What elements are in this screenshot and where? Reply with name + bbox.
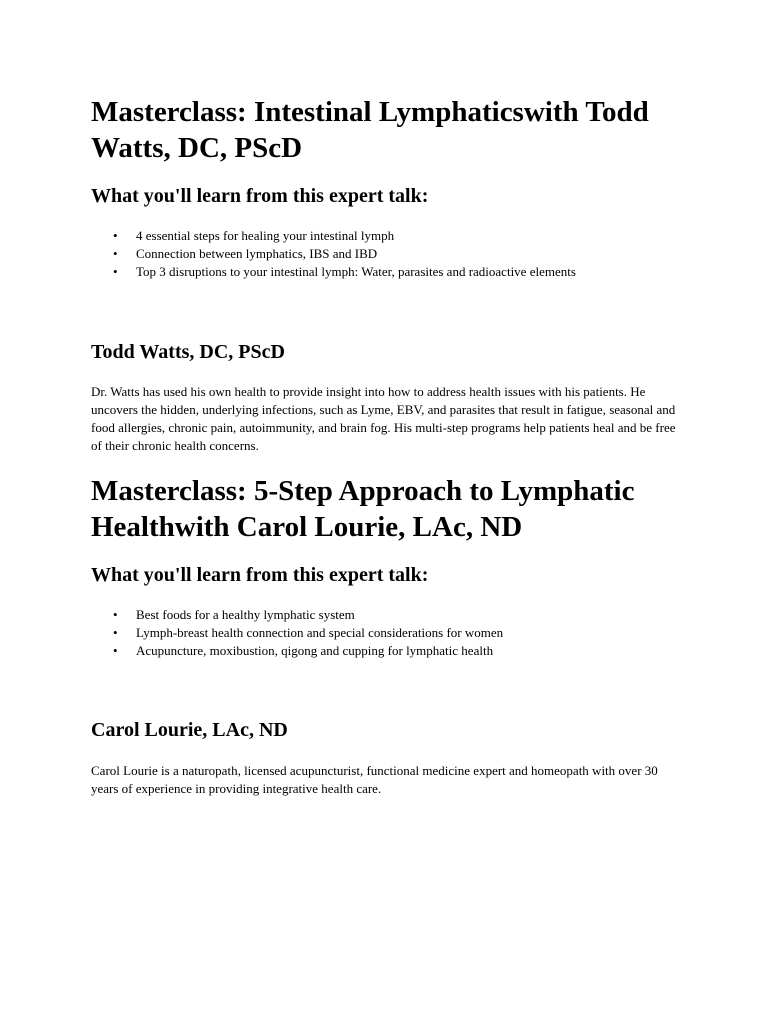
masterclass-2-bullet-list <box>91 606 691 660</box>
list-item: • Lymph-breast health connection and special considerations for women <box>91 624 691 642</box>
masterclass-2-learn-heading: What you'll learn from this expert talk: <box>91 564 429 586</box>
masterclass-1-learn-block <box>91 184 691 208</box>
list-item: • Top 3 disruptions to your intestinal lymph: Water, parasites and radioactive elements <box>91 263 691 281</box>
masterclass-2-speaker-name: Carol Lourie, LAc, ND <box>91 719 288 741</box>
list-item: • Best foods for a healthy lymphatic system <box>91 606 691 624</box>
masterclass-2-speaker-bio: Carol Lourie is a naturopath, licensed acupuncturist, functional medicine expert and homeopath with over 30 years of experience in providing integrative health care. <box>91 763 658 796</box>
masterclass-2-title-block <box>91 473 691 545</box>
masterclass-2-speaker-block <box>91 718 691 742</box>
masterclass-1-learn-heading: What you'll learn from this expert talk: <box>91 185 429 207</box>
masterclass-1-title: Masterclass: Intestinal Lymphaticswith Todd Watts, DC, PScD <box>91 96 649 164</box>
list-item: • 4 essential steps for healing your intestinal lymph <box>91 227 691 245</box>
masterclass-1-bio-block <box>91 383 691 455</box>
masterclass-1-bullet-list <box>91 227 691 281</box>
masterclass-1-title-block <box>91 94 691 166</box>
masterclass-2-bio-block <box>91 762 691 798</box>
masterclass-1-speaker-bio: Dr. Watts has used his own health to provide insight into how to address health issues with his patients. He uncovers the hidden, underlying infections, such as Lyme, EBV, and parasites that result in fatigue, seasonal and food allergies, chronic pain, autoimmunity, and brain fog. His multi-step programs help patients heal and be free of their chronic health concerns. <box>91 384 676 453</box>
masterclass-2-bullets <box>91 606 691 660</box>
masterclass-1-speaker-name: Todd Watts, DC, PScD <box>91 341 285 363</box>
masterclass-2-learn-block <box>91 563 691 587</box>
masterclass-1-bullets <box>91 227 691 281</box>
list-item: • Acupuncture, moxibustion, qigong and cupping for lymphatic health <box>91 642 691 660</box>
masterclass-1-speaker-block <box>91 340 691 364</box>
masterclass-2-title: Masterclass: 5-Step Approach to Lymphatic Healthwith Carol Lourie, LAc, ND <box>91 475 635 543</box>
list-item: • Connection between lymphatics, IBS and IBD <box>91 245 691 263</box>
